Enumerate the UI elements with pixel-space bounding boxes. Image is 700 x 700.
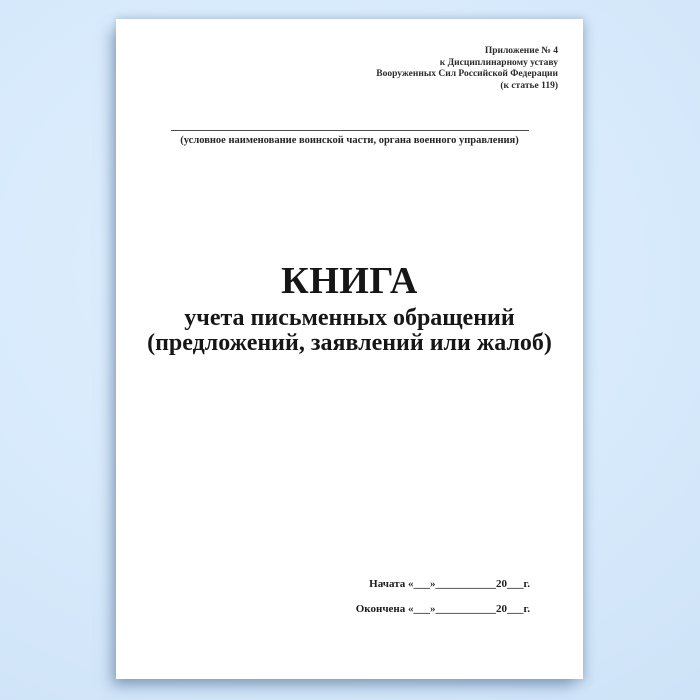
annex-line-1: Приложение № 4 (484, 46, 558, 56)
annex-reference-block (376, 46, 558, 92)
org-name-section (116, 130, 583, 147)
document-title: КНИГА (281, 260, 418, 302)
org-fill-in-line (171, 130, 529, 131)
document-cover-page (116, 19, 583, 679)
document-subtitle-line1: учета письменных обращений (184, 305, 515, 331)
date-started-line: Начата «___»___________20___г. (369, 578, 530, 590)
annex-line-4: (к статье 119) (500, 80, 558, 91)
date-finished-line: Окончена «___»___________20___г. (355, 603, 530, 615)
document-subtitle-line2: (предложений, заявлений или жалоб) (147, 330, 552, 356)
annex-line-3: Вооруженных Сил Российской Федерации (376, 69, 558, 79)
annex-line-2: к Дисциплинарному уставу (439, 57, 558, 68)
title-block (116, 260, 583, 356)
org-caption: (условное наименование воинской части, органа военного управления) (180, 135, 519, 146)
dates-block (356, 578, 530, 615)
